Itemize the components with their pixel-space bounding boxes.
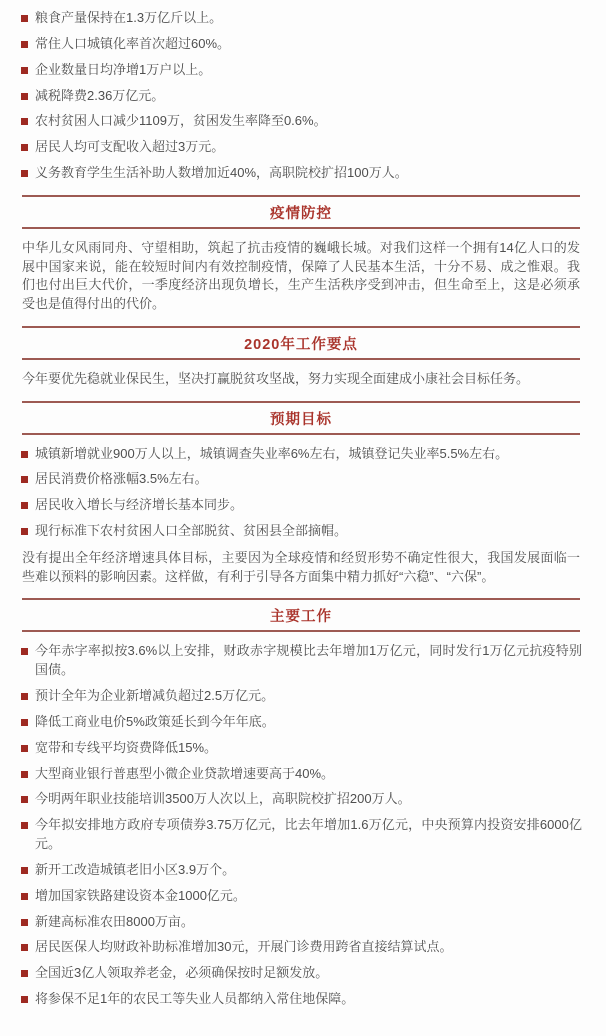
bullet-text: 常住人口城镇化率首次超过60%。 (35, 35, 231, 51)
bullet-text: 企业数量日均净增1万户以上。 (35, 61, 212, 77)
section-header-main-work (22, 598, 580, 632)
paragraph-epidemic: 中华儿女风雨同舟、守望相助，筑起了抗击疫情的巍峨长城。对我们这样一个拥有14亿人口的发展中国家来说，能在较短时间内有效控制疫情，保障了人民基本生活，十分不易、成之惟艰。我们也付出巨大代价，一季度经济出现负增长，生产生活秩序受到冲击，但生命至上，这是必须承受也是值得付出的代价。 (22, 239, 580, 312)
bullet-item (20, 642, 582, 680)
bullet-item (20, 87, 582, 106)
square-bullet-icon (21, 648, 28, 655)
bullet-text: 全国近3亿人领取养老金，必须确保按时足额发放。 (35, 965, 329, 981)
divider-double-line (22, 227, 580, 229)
bullet-item (20, 861, 582, 880)
square-bullet-icon (21, 41, 28, 48)
divider-double-line (22, 433, 580, 435)
square-bullet-icon (21, 528, 28, 535)
bullet-text: 农村贫困人口减少1109万，贫困发生率降至0.6%。 (35, 113, 327, 129)
bullet-item (20, 964, 582, 983)
bullet-text: 将参保不足1年的农民工等失业人员都纳入常住地保障。 (35, 991, 355, 1007)
section-header-work-points (22, 326, 580, 360)
bullet-text: 今年赤字率拟按3.6%以上安排，财政赤字规模比去年增加1万亿元，同时发行1万亿元抗疫特别国债。 (35, 643, 582, 678)
bullet-item (20, 138, 582, 157)
bullet-item (20, 445, 582, 464)
square-bullet-icon (21, 796, 28, 803)
bullet-text: 居民消费价格涨幅3.5%左右。 (35, 471, 208, 487)
bullet-text: 预计全年为企业新增减负超过2.5万亿元。 (35, 688, 275, 703)
bullet-text: 城镇新增就业900万人以上，城镇调查失业率6%左右，城镇登记失业率5.5%左右。 (35, 445, 509, 461)
square-bullet-icon (21, 67, 28, 74)
section-title: 预期目标 (270, 411, 332, 428)
bullet-text: 降低工商业电价5%政策延长到今年年底。 (35, 713, 275, 729)
bullet-text: 大型商业银行普惠型小微企业贷款增速要高于40%。 (35, 765, 335, 781)
square-bullet-icon (21, 719, 28, 726)
square-bullet-icon (21, 944, 28, 951)
bullet-item (20, 61, 582, 80)
divider-double-line (22, 358, 580, 360)
square-bullet-icon (21, 996, 28, 1003)
bullet-item (20, 938, 582, 957)
bullet-item (20, 470, 582, 489)
square-bullet-icon (21, 771, 28, 778)
divider-double-line (22, 630, 580, 632)
square-bullet-icon (21, 476, 28, 483)
achievements-bullet-list (20, 9, 582, 183)
bullet-text: 今明两年职业技能培训3500万人次以上，高职院校扩招200万人。 (35, 791, 411, 807)
bullet-text: 新开工改造城镇老旧小区3.9万个。 (35, 861, 236, 877)
bullet-item (20, 35, 582, 54)
bullet-item (20, 112, 582, 131)
section-header-epidemic (22, 195, 580, 229)
bullet-text: 居民收入增长与经济增长基本同步。 (35, 497, 244, 513)
square-bullet-icon (21, 745, 28, 752)
bullet-item (20, 522, 582, 541)
bullet-text: 粮食产量保持在1.3万亿斤以上。 (35, 10, 223, 25)
square-bullet-icon (21, 867, 28, 874)
square-bullet-icon (21, 170, 28, 177)
square-bullet-icon (21, 893, 28, 900)
square-bullet-icon (21, 451, 28, 458)
bullet-text: 今年拟安排地方政府专项债券3.75万亿元，比去年增加1.6万亿元，中央预算内投资安排6000亿元。 (35, 817, 582, 852)
paragraph-work-points: 今年要优先稳就业保民生，坚决打赢脱贫攻坚战，努力实现全面建成小康社会目标任务。 (22, 370, 530, 386)
bullet-item (20, 790, 582, 809)
bullet-item (20, 816, 582, 854)
square-bullet-icon (21, 93, 28, 100)
bullet-text: 居民人均可支配收入超过3万元。 (35, 139, 225, 155)
bullet-item (20, 765, 582, 784)
bullet-text: 减税降费2.36万亿元。 (35, 87, 165, 103)
section-title: 疫情防控 (270, 205, 332, 222)
bullet-item (20, 687, 582, 706)
square-bullet-icon (21, 118, 28, 125)
targets-bullet-list (20, 445, 582, 541)
bullet-item (20, 913, 582, 932)
bullet-item (20, 164, 582, 183)
bullet-text: 宽带和专线平均资费降低15%。 (35, 739, 218, 755)
section-header-targets (22, 401, 580, 435)
square-bullet-icon (21, 693, 28, 700)
square-bullet-icon (21, 502, 28, 509)
bullet-item (20, 887, 582, 906)
square-bullet-icon (21, 144, 28, 151)
bullet-item (20, 990, 582, 1009)
square-bullet-icon (21, 919, 28, 926)
bullet-text: 居民医保人均财政补助标准增加30元，开展门诊费用跨省直接结算试点。 (35, 939, 453, 955)
square-bullet-icon (21, 15, 28, 22)
paragraph-targets-note: 没有提出全年经济增速具体目标，主要因为全球疫情和经贸形势不确定性很大，我国发展面临一些难以预料的影响因素。这样做，有利于引导各方面集中精力抓好“六稳”、“六保”。 (22, 549, 580, 584)
bullet-item (20, 713, 582, 732)
square-bullet-icon (21, 822, 28, 829)
bullet-text: 现行标准下农村贫困人口全部脱贫、贫困县全部摘帽。 (35, 523, 348, 539)
bullet-text: 增加国家铁路建设资本金1000亿元。 (35, 887, 246, 903)
bullet-text: 义务教育学生生活补助人数增加近40%，高职院校扩招100万人。 (35, 165, 408, 181)
bullet-item (20, 496, 582, 515)
bullet-item (20, 739, 582, 758)
square-bullet-icon (21, 970, 28, 977)
bullet-item (20, 9, 582, 28)
bullet-text: 新建高标准农田8000万亩。 (35, 913, 194, 929)
main-work-bullet-list (20, 642, 582, 1009)
section-title: 2020年工作要点 (244, 336, 358, 353)
section-title: 主要工作 (270, 609, 332, 626)
